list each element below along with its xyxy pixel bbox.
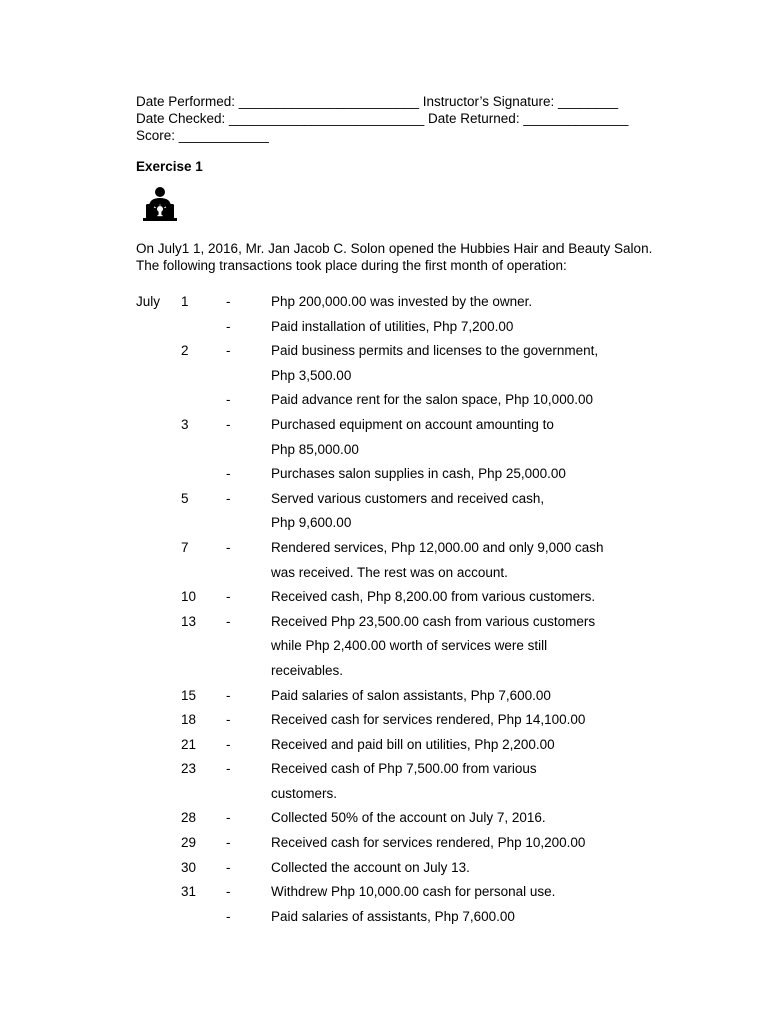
transaction-day: 30 bbox=[181, 859, 197, 875]
transaction-row bbox=[136, 390, 696, 415]
transaction-row bbox=[136, 636, 696, 661]
transaction-row bbox=[136, 415, 696, 440]
transaction-row bbox=[136, 686, 696, 711]
transaction-dash: - bbox=[226, 736, 231, 752]
transaction-dash: - bbox=[226, 712, 231, 728]
transaction-text: Rendered services, Php 12,000.00 and only 9,000 cash bbox=[271, 539, 604, 555]
date-checked-line: Date Checked: __________________________ Date Returned: ______________ bbox=[136, 111, 629, 126]
transaction-text: Paid installation of utilities, Php 7,200.00 bbox=[271, 318, 514, 334]
transaction-day: 13 bbox=[181, 613, 197, 629]
transaction-dash: - bbox=[226, 835, 231, 851]
intro-paragraph bbox=[136, 240, 716, 274]
transaction-text: Received cash of Php 7,500.00 from various bbox=[271, 761, 537, 777]
transaction-day: 10 bbox=[181, 589, 197, 605]
transaction-text: Served various customers and received cash, bbox=[271, 490, 545, 506]
transaction-day: 1 bbox=[181, 294, 189, 309]
transaction-row bbox=[136, 587, 696, 612]
transaction-dash: - bbox=[226, 589, 231, 605]
transaction-day: 29 bbox=[181, 835, 197, 851]
transaction-row bbox=[136, 808, 696, 833]
transaction-row bbox=[136, 366, 696, 391]
transaction-dash: - bbox=[226, 761, 231, 777]
transaction-row bbox=[136, 489, 696, 514]
transaction-day: 15 bbox=[181, 687, 197, 703]
transaction-row bbox=[136, 317, 696, 342]
intro-line-1: On July1 1, 2016, Mr. Jan Jacob C. Solon opened the Hubbies Hair and Beauty Salon. bbox=[136, 241, 653, 256]
transaction-dash: - bbox=[226, 318, 231, 334]
transaction-text: Withdrew Php 10,000.00 cash for personal use. bbox=[271, 884, 556, 900]
transaction-dash: - bbox=[226, 908, 231, 924]
transaction-row bbox=[136, 735, 696, 760]
transaction-text: Collected the account on July 13. bbox=[271, 859, 470, 875]
transaction-text: Collected 50% of the account on July 7, 2016. bbox=[271, 810, 546, 826]
transaction-row bbox=[136, 858, 696, 883]
transaction-day: 28 bbox=[181, 810, 197, 826]
transaction-text: Received cash for services rendered, Php 10,200.00 bbox=[271, 835, 586, 851]
transaction-row bbox=[136, 612, 696, 637]
transaction-text: Purchases salon supplies in cash, Php 25,000.00 bbox=[271, 466, 566, 482]
date-performed-line: Date Performed: ________________________ Instructor’s Signature: ________ bbox=[136, 94, 619, 109]
transaction-row bbox=[136, 784, 696, 809]
transaction-row bbox=[136, 440, 696, 465]
transaction-dash: - bbox=[226, 810, 231, 826]
transaction-text: customers. bbox=[271, 785, 338, 801]
transaction-text: Paid salaries of assistants, Php 7,600.00 bbox=[271, 908, 515, 924]
transaction-text: Received cash for services rendered, Php 14,100.00 bbox=[271, 712, 586, 728]
transaction-text: Paid business permits and licenses to the government, bbox=[271, 343, 599, 359]
transaction-row bbox=[136, 292, 696, 317]
transaction-row bbox=[136, 563, 696, 588]
worksheet-header bbox=[136, 93, 696, 144]
transaction-row bbox=[136, 710, 696, 735]
transaction-dash: - bbox=[226, 539, 231, 555]
transaction-text: Php 9,600.00 bbox=[271, 515, 352, 531]
transaction-row bbox=[136, 907, 696, 932]
transaction-day: 23 bbox=[181, 761, 197, 777]
transaction-text: while Php 2,400.00 worth of services were still bbox=[271, 638, 548, 654]
transaction-day: 21 bbox=[181, 736, 197, 752]
transaction-day: 18 bbox=[181, 712, 197, 728]
reader-at-desk-icon bbox=[140, 187, 180, 221]
transaction-row bbox=[136, 341, 696, 366]
transaction-month: July bbox=[136, 294, 161, 309]
score-line: Score: ____________ bbox=[136, 128, 269, 143]
transaction-text: was received. The rest was on account. bbox=[271, 564, 508, 580]
transaction-row bbox=[136, 759, 696, 784]
transaction-dash: - bbox=[226, 294, 231, 309]
reader-at-desk-icon-graphic bbox=[140, 187, 180, 221]
transaction-text: Paid advance rent for the salon space, Php 10,000.00 bbox=[271, 392, 593, 408]
transaction-day: 31 bbox=[181, 884, 197, 900]
transaction-row bbox=[136, 833, 696, 858]
transaction-text: Received Php 23,500.00 cash from various customers bbox=[271, 613, 596, 629]
transaction-row bbox=[136, 882, 696, 907]
transaction-dash: - bbox=[226, 392, 231, 408]
transaction-text: Php 85,000.00 bbox=[271, 441, 359, 457]
transaction-dash: - bbox=[226, 416, 231, 432]
transaction-dash: - bbox=[226, 687, 231, 703]
transaction-dash: - bbox=[226, 859, 231, 875]
transaction-day: 2 bbox=[181, 343, 189, 359]
transaction-text: receivables. bbox=[271, 662, 344, 678]
transaction-text: Received and paid bill on utilities, Php 2,200.00 bbox=[271, 736, 555, 752]
transaction-row bbox=[136, 538, 696, 563]
transaction-dash: - bbox=[226, 343, 231, 359]
transaction-list bbox=[136, 292, 696, 931]
transaction-day: 5 bbox=[181, 490, 189, 506]
transaction-row bbox=[136, 513, 696, 538]
transaction-day: 7 bbox=[181, 539, 189, 555]
intro-line-2: The following transactions took place during the first month of operation: bbox=[136, 258, 567, 273]
transaction-dash: - bbox=[226, 466, 231, 482]
transaction-text: Php 3,500.00 bbox=[271, 367, 352, 383]
transaction-text: Received cash, Php 8,200.00 from various customers. bbox=[271, 589, 596, 605]
transaction-text: Php 200,000.00 was invested by the owner. bbox=[271, 294, 533, 309]
transaction-dash: - bbox=[226, 490, 231, 506]
exercise-title: Exercise 1 bbox=[136, 159, 203, 174]
transaction-row bbox=[136, 464, 696, 489]
transaction-row bbox=[136, 661, 696, 686]
transaction-text: Paid salaries of salon assistants, Php 7,600.00 bbox=[271, 687, 551, 703]
transaction-dash: - bbox=[226, 884, 231, 900]
transaction-day: 3 bbox=[181, 416, 189, 432]
transaction-dash: - bbox=[226, 613, 231, 629]
transaction-text: Purchased equipment on account amounting to bbox=[271, 416, 554, 432]
